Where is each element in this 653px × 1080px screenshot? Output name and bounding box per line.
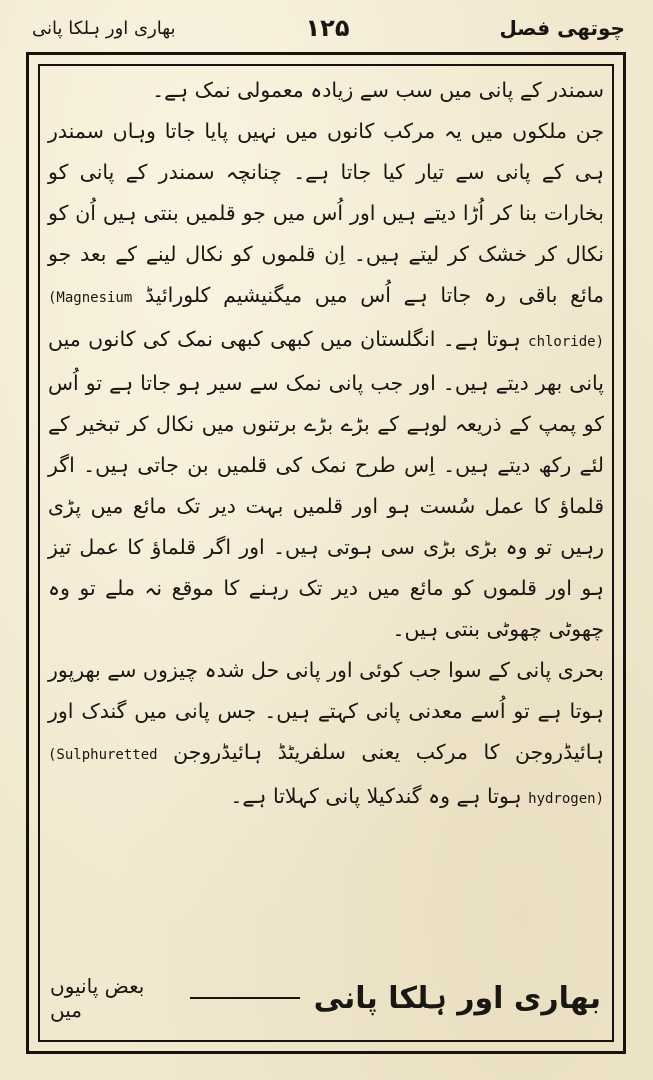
paragraph-salt-production bbox=[48, 111, 604, 650]
heading-dash bbox=[190, 997, 300, 999]
body-text bbox=[48, 70, 604, 950]
paragraph-salt-production-text: جن ملکوں میں یہ مرکب کانوں میں نہیں پایا جاتا وہاں سمندر ہی کے پانی سے تیار کیا جاتا ہے۔ چنانچہ سمندر کے پانی کو بخارات بنا کر اُڑا دیتے ہیں اور اُس میں جو قلمیں بنتی ہیں اُن کو نکال کر خشک کر لیتے ہیں۔ اِن قلموں کو نکال لینے کے بعد جو مائع باقی رہ جاتا ہے اُس میں میگنیشیم کلورائیڈ bbox=[48, 119, 604, 307]
paragraph-salt-production-rest: ہوتا ہے۔ انگلستان میں کبھی کبھی نمک کی کانوں میں پانی بھر دیتے ہیں۔ اور جب پانی نمک سے سیر ہو جاتا ہے تو اُس کو پمپ کے ذریعہ لوہے کے بڑے بڑے برتنوں میں نکال کر تبخیر کے لئے رکھ دیتے ہیں۔ اِس طرح نمک کی قلمیں بن جاتی ہیں۔ اگر قلماؤ کا عمل سُست ہو اور قلمیں بہت دیر تک مائع میں پڑی رہیں تو وہ بڑی بڑی سی ہوتی ہیں۔ اور اگر قلماؤ کا عمل تیز ہو اور قلموں کو مائع میں دیر تک رہنے کا موقع نہ ملے تو وہ چھوٹی چھوٹی بنتی ہیں۔ bbox=[48, 327, 604, 641]
paragraph-sea-salt bbox=[48, 70, 604, 111]
paragraph-mineral-water bbox=[48, 650, 604, 820]
paragraph-mineral-water-text: بحری پانی کے سوا جب کوئی اور پانی حل شدہ چیزوں سے بھرپور ہوتا ہے تو اُسے معدنی پانی کہتے ہیں۔ جس پانی میں گندک اور ہائیڈروجن کا مرکب یعنی سلفریٹڈ ہائیڈروجن bbox=[48, 658, 604, 764]
catchwords: بعض پانیوں میں bbox=[50, 974, 145, 1022]
next-section-heading: بھاری اور ہلکا پانی bbox=[313, 980, 601, 1016]
footer-row bbox=[50, 968, 601, 1028]
magnesium-chloride-term: (Magnesium chloride) bbox=[48, 290, 604, 350]
sulphuretted-hydrogen-term: (Sulphuretted hydrogen) bbox=[48, 747, 604, 807]
paragraph-sea-salt-text: سمندر کے پانی میں سب سے زیادہ معمولی نمک ہے۔ bbox=[152, 78, 604, 102]
running-head-chapter-label: چوتھی فصل bbox=[499, 16, 625, 40]
paragraph-mineral-water-rest: ہوتا ہے وہ گندکیلا پانی کہلاتا ہے۔ bbox=[230, 784, 522, 808]
running-head bbox=[32, 8, 625, 48]
running-head-section-title: بھاری اور ہلکا پانی bbox=[32, 17, 176, 39]
page-number: ۱۲۵ bbox=[305, 14, 350, 42]
